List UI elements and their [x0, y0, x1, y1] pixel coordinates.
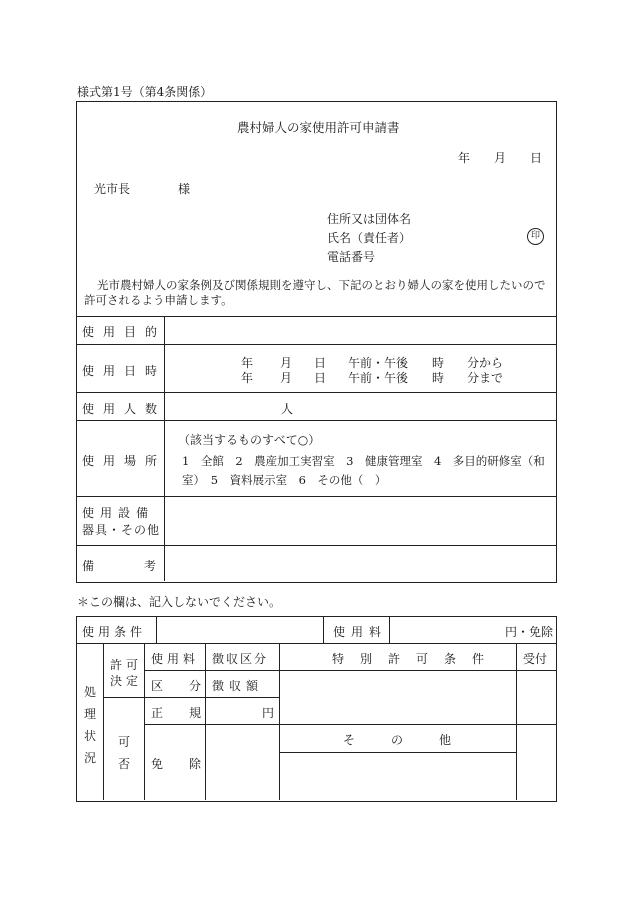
receipt-label: 受付 — [523, 652, 548, 666]
col-divider — [389, 616, 390, 643]
col-divider — [205, 643, 206, 800]
datetime-label: 使用日時 — [82, 364, 167, 378]
status-label-4: 況 — [84, 751, 97, 765]
datetime-to-month: 月 — [280, 371, 293, 385]
approval-label-2: 否 — [118, 757, 131, 771]
office-note: ＊この欄は、記入しないでください。 — [77, 595, 282, 609]
place-options-line2[interactable]: 室） 5 資料展示室 6 その他（ ） — [182, 473, 387, 487]
purpose-input[interactable] — [166, 318, 554, 343]
people-label: 使用人数 — [82, 402, 167, 416]
remarks-label-text: 備考 — [82, 559, 207, 573]
row-divider — [144, 670, 556, 671]
datetime-to-ampm: 午前・午後 — [348, 371, 409, 385]
fee-col-label: 使用料 — [151, 652, 200, 666]
regular-label: 正規 — [151, 706, 228, 720]
decision-label-line2: 決定 — [110, 674, 143, 688]
datetime-from-month: 月 — [280, 356, 293, 370]
form-title: 農村婦人の家使用許可申請書 — [237, 120, 400, 135]
people-input[interactable] — [166, 394, 554, 419]
yen-label: 円 — [262, 706, 275, 720]
equipment-input[interactable] — [166, 498, 554, 544]
other-label: その他 — [343, 733, 488, 747]
row-divider — [279, 752, 516, 753]
collected-amount-label: 徴収額 — [212, 679, 264, 693]
fee-label: 使用料 — [333, 625, 388, 639]
fee-unit: 円・免除 — [505, 625, 554, 639]
datetime-to-hour: 時 — [432, 371, 445, 385]
date-day-label: 日 — [530, 151, 543, 165]
row-divider — [103, 697, 144, 698]
datetime-to-day: 日 — [314, 371, 327, 385]
row-divider — [76, 545, 556, 546]
row-divider — [144, 697, 279, 698]
form-number: 様式第1号（第4条関係） — [77, 85, 213, 99]
row-divider — [279, 724, 556, 725]
applicant-phone-label: 電話番号 — [327, 250, 376, 264]
datetime-from-year: 年 — [241, 356, 254, 370]
col-divider — [144, 643, 145, 800]
decision-label-line1: 許可 — [110, 658, 143, 672]
conditions-label: 使用条件 — [82, 625, 147, 639]
addressee-suffix: 様 — [178, 182, 191, 196]
remarks-input[interactable] — [166, 547, 554, 580]
col-divider — [323, 616, 324, 643]
datetime-to-year: 年 — [241, 371, 254, 385]
status-label-2: 理 — [84, 707, 97, 721]
row-divider — [144, 724, 279, 725]
seal-mark: 印 — [527, 228, 544, 245]
place-options-line1[interactable]: 1 全館 2 農産加工実習室 3 健康管理室 4 多目的研修室（和 — [182, 454, 545, 468]
equipment-label-line2: 器具・その他 — [82, 523, 161, 537]
approval-label-1: 可 — [118, 735, 131, 749]
col-divider — [279, 643, 280, 800]
equipment-label-line1: 使用設備 — [82, 506, 155, 520]
exempt-label: 免除 — [151, 757, 228, 771]
datetime-from-day: 日 — [314, 356, 327, 370]
date-year-label: 年 — [458, 151, 471, 165]
place-note: （該当するものすべて○） — [178, 433, 321, 447]
people-unit: 人 — [281, 402, 294, 416]
place-label: 使用場所 — [82, 454, 167, 468]
row-divider — [76, 316, 556, 317]
special-conditions-label: 特別許可条件 — [332, 652, 501, 666]
row-divider — [76, 392, 556, 393]
collection-type-label: 徴収区分 — [212, 652, 269, 666]
applicant-address-label: 住所又は団体名 — [327, 212, 412, 226]
statement-text-line1: 光市農村婦人の家条例及び関係規則を遵守し、下記のとおり婦人の家を使用したいので — [97, 278, 546, 292]
status-label-1: 処 — [84, 685, 97, 699]
datetime-to-minute: 分まで — [467, 371, 504, 385]
datetime-from-hour: 時 — [432, 356, 445, 370]
row-divider — [76, 420, 556, 421]
datetime-from-ampm: 午前・午後 — [348, 356, 409, 370]
col-divider — [103, 643, 104, 800]
row-divider — [76, 344, 556, 345]
statement-text-line2: 許可されるよう申請します。 — [84, 293, 233, 307]
col-divider — [156, 616, 157, 643]
row-divider — [76, 496, 556, 497]
purpose-label: 使用目的 — [82, 325, 167, 339]
date-month-label: 月 — [494, 151, 507, 165]
row-divider — [76, 643, 556, 644]
datetime-from-minute: 分から — [467, 356, 504, 370]
remarks-label — [82, 557, 207, 574]
addressee-name: 光市長 — [94, 182, 131, 196]
col-divider — [516, 643, 517, 800]
applicant-name-label: 氏名（責任者） — [327, 231, 412, 245]
division-label: 区分 — [151, 679, 228, 693]
status-label-3: 状 — [84, 729, 97, 743]
label-column-divider — [164, 316, 165, 581]
